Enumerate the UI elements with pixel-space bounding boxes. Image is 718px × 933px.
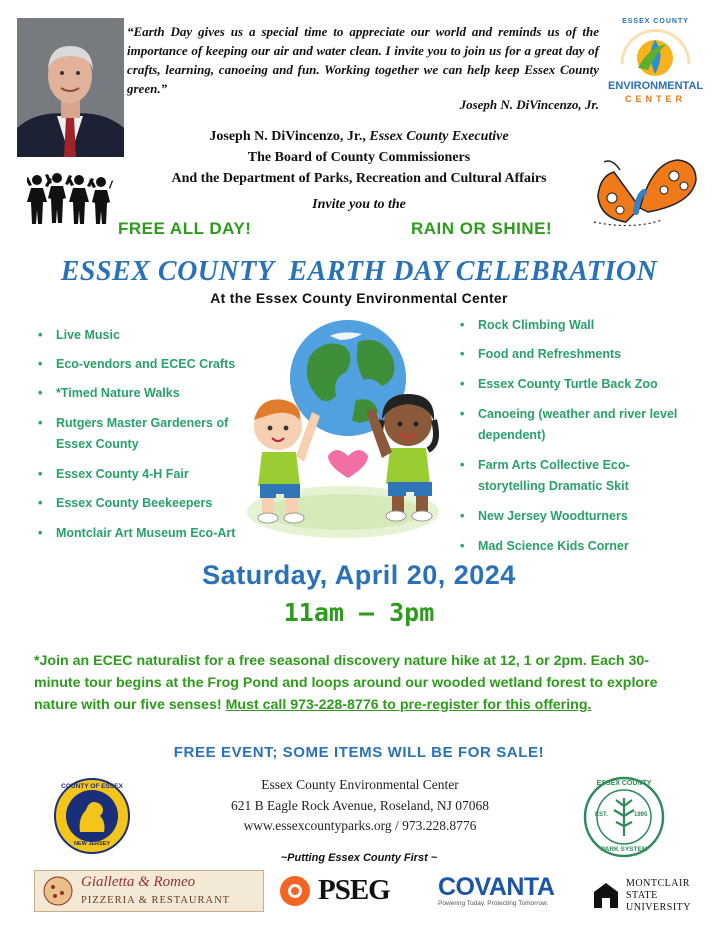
list-item: • New Jersey Woodturners xyxy=(454,506,694,527)
sponsor-gialletta-name: Gialletta & Romeo xyxy=(81,874,196,890)
list-item: • *Timed Nature Walks xyxy=(32,383,252,404)
sponsor-covanta xyxy=(438,874,558,914)
sponsor-pseg xyxy=(278,872,414,908)
msu-line2: STATE xyxy=(626,890,658,901)
seal-left-top: COUNTY OF ESSEX xyxy=(61,783,123,790)
logo-county-text: ESSEX COUNTY xyxy=(622,18,689,25)
quote-author: Joseph N. DiVincenzo, Jr. xyxy=(459,97,599,112)
rain-or-shine: RAIN OR SHINE! xyxy=(411,219,553,238)
hosts-department: And the Department of Parks, Recreation and Cultural Affairs xyxy=(171,171,547,186)
invite-line: Invite you to the xyxy=(312,197,406,212)
address-venue: Essex County Environmental Center xyxy=(261,777,459,792)
activities-left-list xyxy=(32,325,252,544)
exec-title: Essex County Executive xyxy=(369,129,509,144)
hosts-exec-line xyxy=(0,126,718,147)
list-item: • Essex County Turtle Back Zoo xyxy=(454,374,694,395)
list-item: • Eco-vendors and ECEC Crafts xyxy=(32,354,252,375)
address-website-phone[interactable]: www.essexcountyparks.org / 973.228.8776 xyxy=(243,818,477,833)
seal-right-top: ESSEX COUNTY xyxy=(596,780,652,787)
address-block xyxy=(160,775,560,837)
address-street: 621 B Eagle Rock Avenue, Roseland, NJ 07068 xyxy=(230,797,490,813)
list-item: • Montclair Art Museum Eco-Art xyxy=(32,523,252,544)
list-item: • Food and Refreshments xyxy=(454,344,694,365)
executive-quote: “Earth Day gives us a special time to appreciate our world and reminds us of the importance of keeping our air and water clean. I invite you to join us for a great day of crafts, learning, canoeing and fun. Working together we can help keep Essex County green.” xyxy=(127,24,599,96)
earth-kids-illustration xyxy=(232,316,454,546)
logo-center-text: CENTER xyxy=(624,94,686,104)
activities-right-list xyxy=(454,315,694,557)
event-date: Saturday, April 20, 2024 xyxy=(202,560,516,590)
logo-environmental-text: ENVIRONMENTAL xyxy=(608,80,704,92)
sponsor-montclair-state xyxy=(592,876,698,916)
county-of-essex-seal xyxy=(54,778,130,854)
event-time: 11am – 3pm xyxy=(283,598,435,627)
list-item: • Essex County 4-H Fair xyxy=(32,464,252,485)
seal-right-bottom: PARK SYSTEM xyxy=(600,846,648,853)
sponsor-pseg-name: PSEG xyxy=(318,874,390,906)
sponsor-covanta-name: COVANTA xyxy=(438,873,555,901)
sponsor-gialletta-romeo xyxy=(34,870,264,912)
msu-line3: UNIVERSITY xyxy=(626,902,691,913)
list-item: • Farm Arts Collective Eco-storytelling Dramatic Skit xyxy=(454,455,688,497)
list-item: • Rock Climbing Wall xyxy=(454,315,694,336)
park-system-seal xyxy=(583,776,665,858)
hosts-commissioners: The Board of County Commissioners xyxy=(247,150,471,165)
sponsor-covanta-tag: Powering Today. Protecting Tomorrow. xyxy=(438,900,549,907)
exec-name: Joseph N. DiVincenzo, Jr., xyxy=(209,129,370,144)
children-silhouette-icon xyxy=(27,170,113,226)
list-item: • Live Music xyxy=(32,325,252,346)
tagline: ~Putting Essex County First ~ xyxy=(280,852,438,864)
environmental-center-logo xyxy=(608,18,703,110)
hike-register-call: Must call 973-228-8776 to pre-register for this offering. xyxy=(225,697,592,713)
event-title: ESSEX COUNTY EARTH DAY CELEBRATION xyxy=(60,256,658,287)
nature-hike-info xyxy=(34,650,684,716)
seal-right-est: EST. xyxy=(595,812,608,818)
hike-text: *Join an ECEC naturalist for a free seasonal discovery nature hike at 12, 1 or 2pm. Each 30-minute tour begins at the Frog Pond and loops around our wooded wetland forest to explore nature with our five senses! xyxy=(34,653,658,713)
free-all-day: FREE ALL DAY! xyxy=(118,219,252,238)
event-subtitle: At the Essex County Environmental Center xyxy=(210,290,508,306)
free-event-notice: FREE EVENT; SOME ITEMS WILL BE FOR SALE! xyxy=(173,744,545,761)
list-item: • Mad Science Kids Corner xyxy=(454,536,694,557)
sponsor-gialletta-sub: PIZZERIA & RESTAURANT xyxy=(81,895,231,906)
butterfly-icon xyxy=(592,152,702,230)
seal-left-bottom: NEW JERSEY xyxy=(73,841,111,847)
msu-line1: MONTCLAIR xyxy=(626,878,690,889)
list-item: • Rutgers Master Gardeners of Essex County xyxy=(32,413,236,455)
seal-right-year: 1895 xyxy=(634,812,648,818)
list-item: • Essex County Beekeepers xyxy=(32,493,252,514)
list-item: • Canoeing (weather and river level dependent) xyxy=(454,404,678,446)
